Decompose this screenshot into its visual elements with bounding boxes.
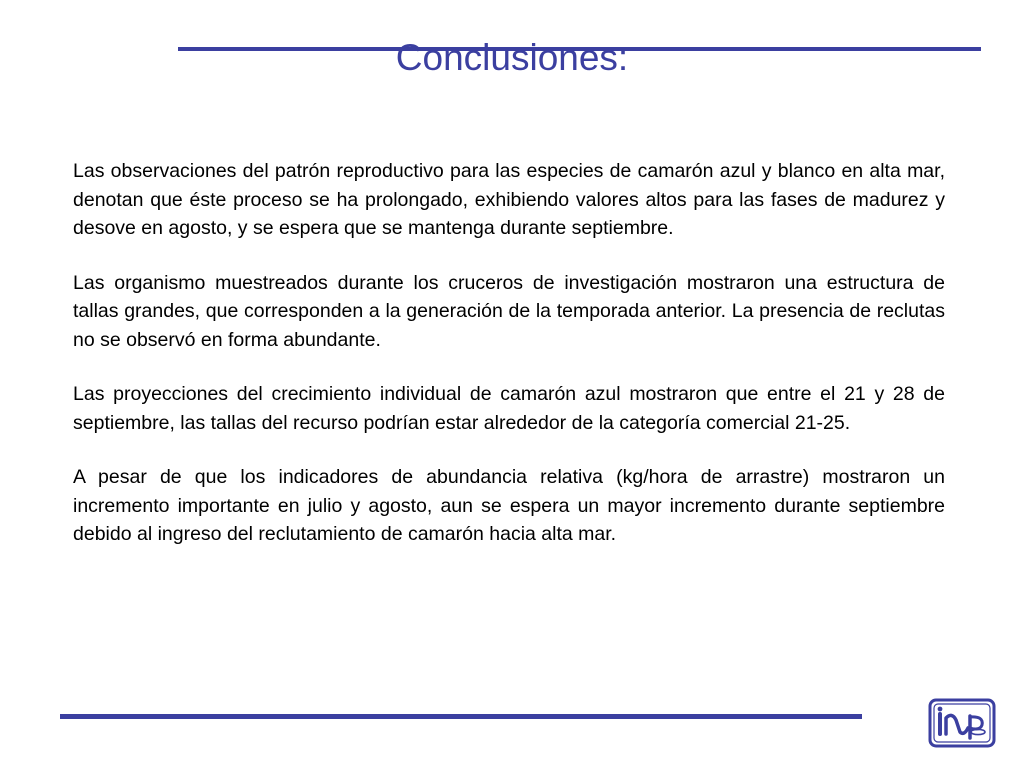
- slide-body: [73, 157, 945, 575]
- paragraph-4: A pesar de que los indicadores de abundancia relativa (kg/hora de arrastre) mostraron un incremento importante en julio y agosto, aun se espera un mayor incremento durante septiembre debido al ingreso del reclutamiento de camarón hacia alta mar.: [73, 466, 945, 545]
- footer-rule: [60, 714, 862, 719]
- paragraph-3: Las proyecciones del crecimiento individual de camarón azul mostraron que entre el 21 y 28 de septiembre, las tallas del recurso podrían estar alrededor de la categoría comercial 21-25.: [73, 383, 945, 434]
- slide-title: Conclusiones:: [395, 37, 629, 78]
- paragraph-2: Las organismo muestreados durante los cruceros de investigación mostraron una estructura de tallas grandes, que corresponden a la generación de la temporada anterior. La presencia de reclutas no se observó en forma abundante.: [73, 271, 945, 351]
- paragraph-1: Las observaciones del patrón reproductivo para las especies de camarón azul y blanco en alta mar, denotan que éste proceso se ha prolongado, exhibiendo valores altos para las fases de madurez y desove en agosto, y se espera que se mantenga durante septiembre.: [73, 160, 945, 239]
- inp-logo-icon: [928, 698, 996, 748]
